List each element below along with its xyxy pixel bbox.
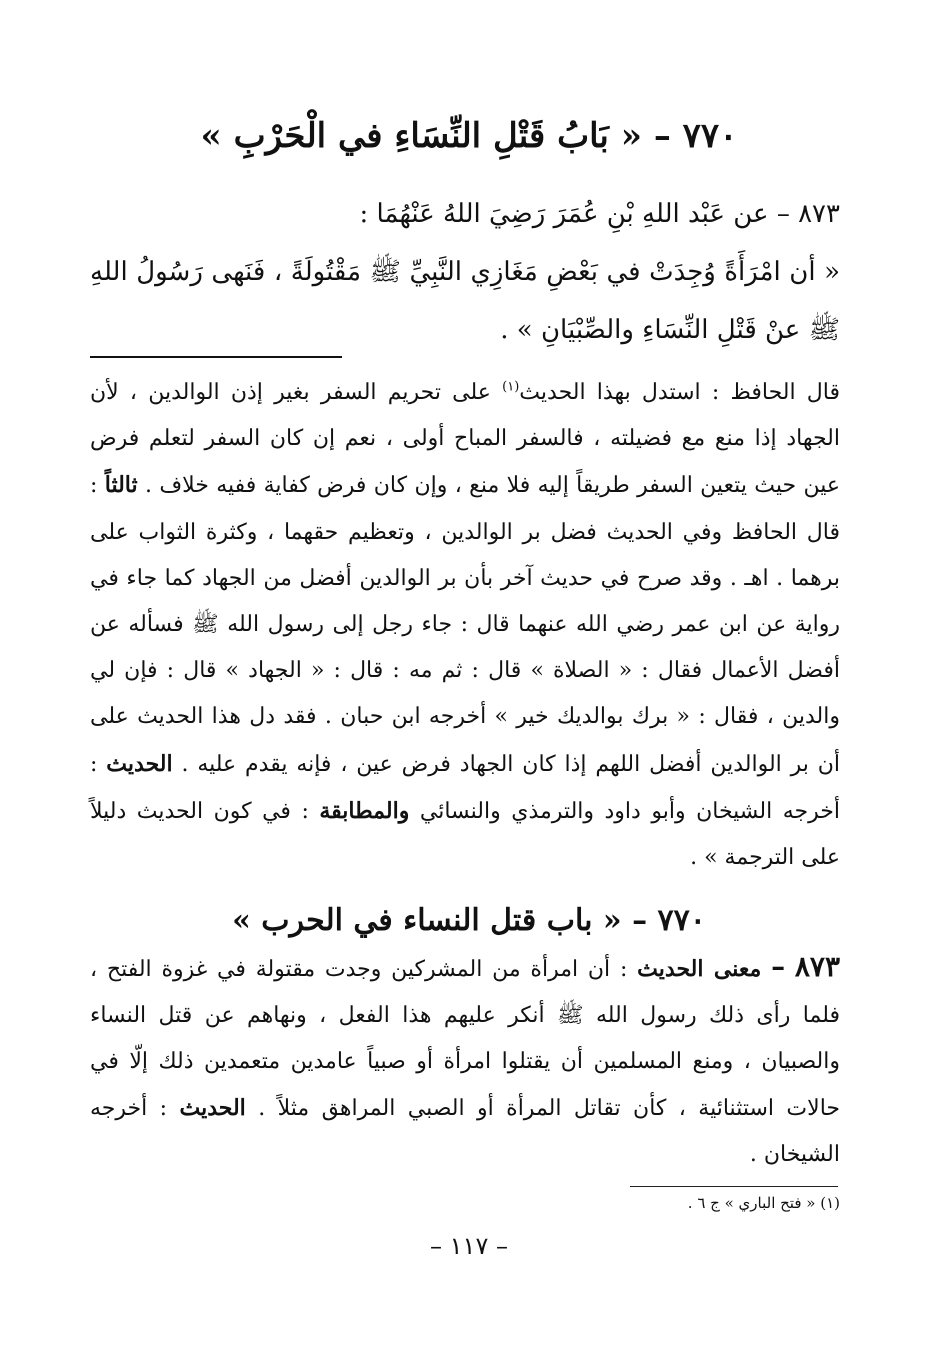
chapter-repeat-dash: – bbox=[632, 903, 648, 938]
footnote: (١) « فتح الباري » ج ٦ . bbox=[687, 1194, 840, 1212]
meaning-number: ٨٧٣ bbox=[794, 950, 841, 983]
commentary-part-2: : قال الحافظ وفي الحديث فضل بر الوالدين ، وتعظيم حقهما ، وكثرة الثواب على برهما . اهـ . وقد صرح في حديث آخر بأن بر الوالدين أفضل من الجهاد كما جاء في رواية عن ابن عمر رضي الله عنهما قال : جاء رجل إلى رسول الله ﷺ فسأله عن أفضل الأعمال فقال : « الصلاة » قال : ثم مه : قال : « الجهاد » قال : فإن لي والدين ، فقال : « برك بوالديك خير » أخرجه ابن حبان . فقد دل هذا الحديث على أن بر الوالدين أفضل اللهم إذا كان الجهاد فرض عين ، فإنه يقدم عليه . bbox=[90, 473, 841, 777]
commentary-paragraph bbox=[90, 370, 840, 881]
commentary-part-1: على تحريم السفر بغير إذن الوالدين ، لأن الجهاد إذا منع مع فضيلته ، فالسفر المباح أولى ، نعم إن كان السفر لتعلم فرض عين حيث يتعين السفر طريقاً إليه فلا منع ، وإن كان فرض كفاية ففيه خلاف . bbox=[90, 380, 840, 499]
meaning-label: معنى الحديث bbox=[637, 956, 762, 982]
chapter-repeat-number: ٧٧٠ bbox=[657, 903, 706, 938]
hadith-matn: « أن امْرَأَةً وُجِدَتْ في بَعْضِ مَغَازِي النَّبِيِّ ﷺ مَقْتُولَةً ، فَنَهى رَسُولُ اللهِ ﷺ عنْ قَتْلِ النِّسَاءِ والصِّبْيَانِ » . bbox=[90, 257, 840, 345]
meaning-dash: – bbox=[771, 950, 786, 983]
chapter-heading bbox=[95, 110, 843, 162]
page-number: – ١١٧ – bbox=[430, 1232, 508, 1260]
commentary-intro: قال الحافظ : استدل بهذا الحديث bbox=[519, 380, 840, 405]
label-hadith: الحديث bbox=[106, 750, 173, 777]
chapter-number: ٧٧٠ bbox=[682, 116, 738, 156]
chapter-repeat-title: « باب قتل النساء في الحرب » bbox=[232, 903, 622, 938]
hadith-text bbox=[90, 185, 840, 359]
meaning-text-1: : أن امرأة من المشركين وجدت مقتولة في غزوة الفتح ، فلما رأى ذلك رسول الله ﷺ أنكر عليهم هذا الفعل ، ونهاهم عن قتل النساء والصبيان ، ومنع المسلمين أن يقتلوا امرأة أو صبياً عامدين متعمدين ذلك إلّا في حالات استثنائية ، كأن تقاتل المرأة أو الصبي المراهق مثلاً . bbox=[90, 957, 840, 1121]
footnote-reference: (١) bbox=[502, 379, 520, 395]
meaning-label-hadith: الحديث bbox=[179, 1095, 246, 1121]
section-divider bbox=[90, 356, 342, 358]
hadith-isnad: – عن عَبْد اللهِ بْنِ عُمَرَ رَضِيَ اللهُ عَنْهُمَا : bbox=[359, 199, 790, 229]
meaning-text-2: : أخرجه الشيخان . bbox=[90, 1096, 840, 1167]
hadith-meaning-block bbox=[90, 944, 840, 1178]
label-mutabaqa: والمطابقة bbox=[319, 797, 410, 824]
footnote-divider bbox=[630, 1186, 838, 1187]
commentary-block bbox=[90, 370, 840, 881]
chapter-dash: – bbox=[653, 116, 671, 156]
chapter-heading-repeat bbox=[95, 896, 843, 946]
commentary-part-3: : أخرجه الشيخان وأبو داود والترمذي والنسائي bbox=[90, 751, 840, 824]
meaning-paragraph bbox=[90, 944, 840, 1178]
hadith-isnad-line bbox=[90, 185, 840, 243]
chapter-title: « بَابُ قَتْلِ النِّسَاءِ في الْحَرْبِ » bbox=[200, 116, 642, 156]
hadith-number: ٨٧٣ bbox=[798, 199, 840, 229]
label-third: ثالثاً bbox=[104, 472, 138, 499]
commentary-part-4: : في كون الحديث دليلاً على الترجمة » . bbox=[90, 798, 840, 871]
